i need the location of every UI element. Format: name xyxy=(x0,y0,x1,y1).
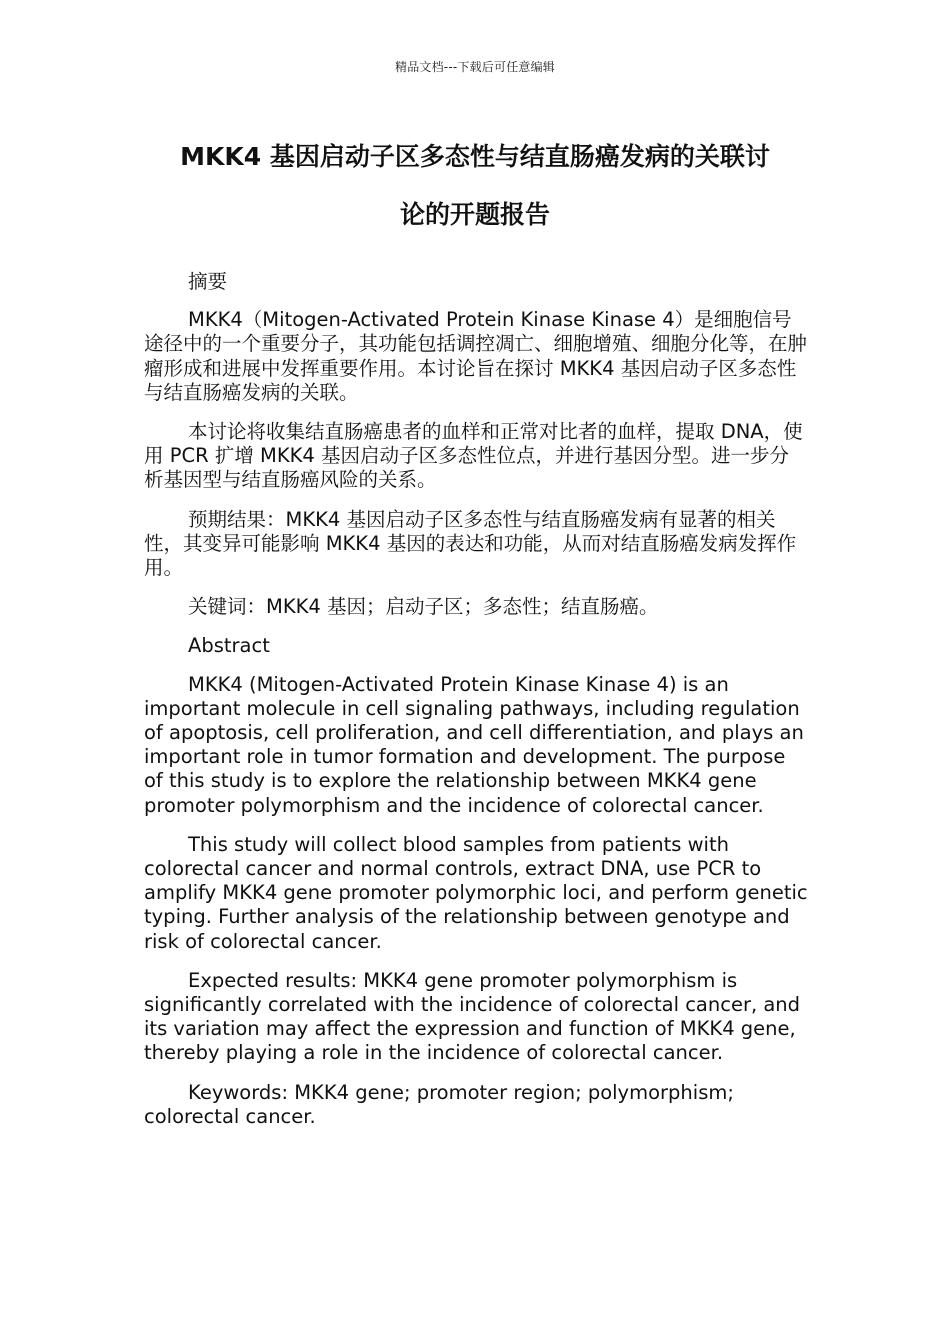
abstract-paragraph-cn-3: 预期结果：MKK4 基因启动子区多态性与结直肠癌发病有显著的相关性，其变异可能影响 MKK4 基因的表达和功能，从而对结直肠癌发病发挥作用。 xyxy=(144,507,797,580)
title-line-2: 论的开题报告 xyxy=(399,200,550,229)
abstract-paragraph-en-2: This study will collect blood samples from patients with colorectal cancer and normal controls, extract DNA, use PCR to amplify MKK4 gene promoter polymorphic loci, and perform genetic typing. Further analysis of the relationship between genotype and risk of colorectal cancer. xyxy=(144,832,808,953)
abstract-paragraph-en-3: Expected results: MKK4 gene promoter polymorphism is significantly correlated with the incidence of colorectal cancer, and its variation may affect the expression and function of MKK4 gene, thereby playing a role in the incidence of colorectal cancer. xyxy=(144,968,801,1065)
header-note: 精品文档---下载后可任意编辑 xyxy=(395,60,555,74)
document-title xyxy=(120,128,830,244)
title-line-1: MKK4 基因启动子区多态性与结直肠癌发病的关联讨 xyxy=(180,142,770,171)
keywords-en: Keywords: MKK4 gene; promoter region; polymorphism; colorectal cancer. xyxy=(144,1080,734,1128)
document-body xyxy=(144,270,808,1144)
abstract-paragraph-cn-1: MKK4（Mitogen-Activated Protein Kinase Kinase 4）是细胞信号途径中的一个重要分子，其功能包括调控凋亡、细胞增殖、细胞分化等，在肿瘤形成和进展中发挥重要作用。本讨论旨在探讨 MKK4 基因启动子区多态性与结直肠癌发病的关联。 xyxy=(144,308,808,404)
abstract-paragraph-en-1: MKK4 (Mitogen-Activated Protein Kinase Kinase 4) is an important molecule in cell signaling pathways, including regulation of apoptosis, cell proliferation, and cell differentiation, and plays an important role in tumor formation and development. The purpose of this study is to explore the relationship between MKK4 gene promoter polymorphism and the incidence of colorectal cancer. xyxy=(144,672,804,817)
abstract-heading-cn: 摘要 xyxy=(188,270,228,293)
abstract-heading-en: Abstract xyxy=(188,634,270,658)
keywords-cn: 关键词：MKK4 基因；启动子区；多态性；结直肠癌。 xyxy=(188,595,659,619)
abstract-paragraph-cn-2: 本讨论将收集结直肠癌患者的血样和正常对比者的血样，提取 DNA，使用 PCR 扩增 MKK4 基因启动子区多态性位点，并进行基因分型。进一步分析基因型与结直肠癌风险的关系。 xyxy=(144,420,803,492)
